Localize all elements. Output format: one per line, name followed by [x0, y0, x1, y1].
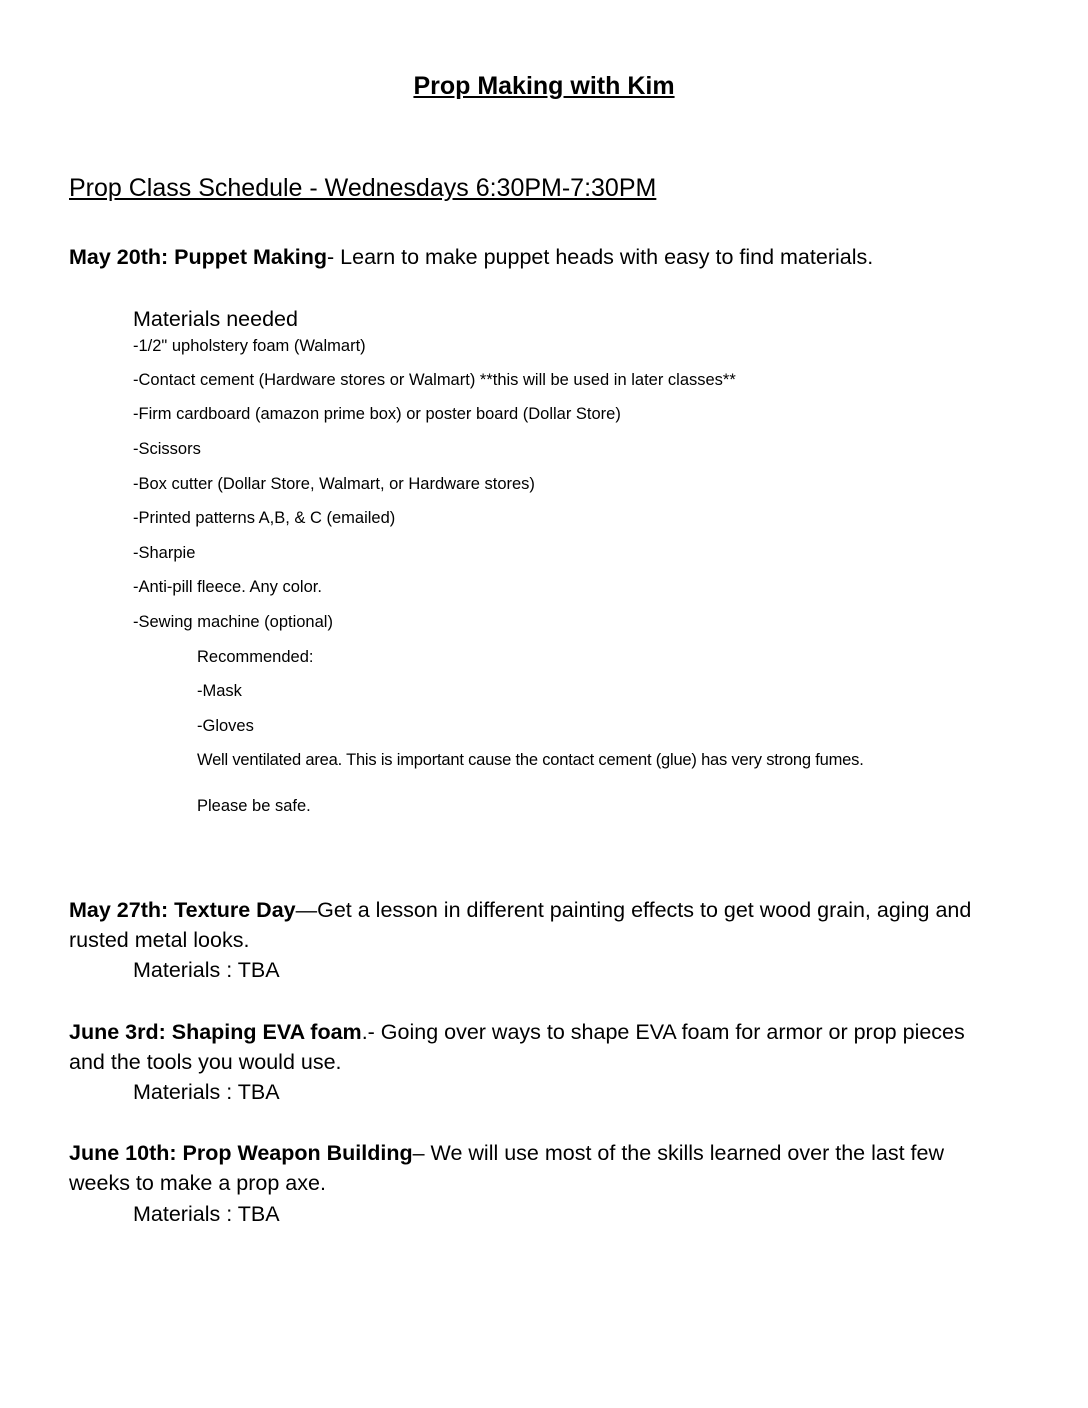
material-item: -Printed patterns A,B, & C (emailed)	[133, 509, 396, 527]
recommended-heading: Recommended:	[197, 648, 314, 666]
material-item: -Contact cement (Hardware stores or Walmart) **this will be used in later classes**	[133, 371, 736, 389]
safety-note: Please be safe.	[197, 797, 311, 815]
class-materials: Materials : TBA	[133, 958, 280, 982]
class-puppet-making	[69, 245, 873, 270]
schedule-heading: Prop Class Schedule - Wednesdays 6:30PM-7:30PM	[69, 174, 657, 202]
recommended-item: -Gloves	[197, 717, 254, 735]
class-description-cont: weeks to make a prop axe.	[69, 1171, 326, 1195]
material-item: -Scissors	[133, 440, 201, 458]
class-prop-weapon-building	[69, 1141, 944, 1166]
class-label: June 10th: Prop Weapon Building	[69, 1141, 413, 1165]
class-materials: Materials : TBA	[133, 1202, 280, 1226]
class-description-cont: rusted metal looks.	[69, 928, 250, 952]
class-description: – We will use most of the skills learned over the last few	[412, 1141, 944, 1165]
class-materials: Materials : TBA	[133, 1080, 280, 1104]
class-description: .- Going over ways to shape EVA foam for armor or prop pieces	[361, 1020, 965, 1044]
class-shaping-eva-foam	[69, 1020, 965, 1045]
class-label: June 3rd: Shaping EVA foam	[69, 1020, 362, 1044]
class-description: - Learn to make puppet heads with easy to find materials.	[327, 245, 874, 269]
class-label: May 27th: Texture Day	[69, 898, 296, 922]
recommended-item: -Mask	[197, 682, 242, 700]
material-item: -Box cutter (Dollar Store, Walmart, or Hardware stores)	[133, 475, 535, 493]
material-item: -1/2" upholstery foam (Walmart)	[133, 337, 366, 355]
class-description-cont: and the tools you would use.	[69, 1050, 342, 1074]
material-item: -Anti-pill fleece. Any color.	[133, 578, 322, 596]
page-title: Prop Making with Kim	[413, 72, 675, 100]
class-label: May 20th: Puppet Making	[69, 245, 328, 269]
materials-heading: Materials needed	[133, 307, 298, 331]
material-item: -Sharpie	[133, 544, 196, 562]
material-item: -Sewing machine (optional)	[133, 613, 333, 631]
class-description: —Get a lesson in different painting effects to get wood grain, aging and	[295, 898, 972, 922]
material-item: -Firm cardboard (amazon prime box) or poster board (Dollar Store)	[133, 405, 621, 423]
class-texture-day	[69, 898, 971, 923]
recommended-item: Well ventilated area. This is important cause the contact cement (glue) has very strong fumes.	[197, 751, 864, 769]
